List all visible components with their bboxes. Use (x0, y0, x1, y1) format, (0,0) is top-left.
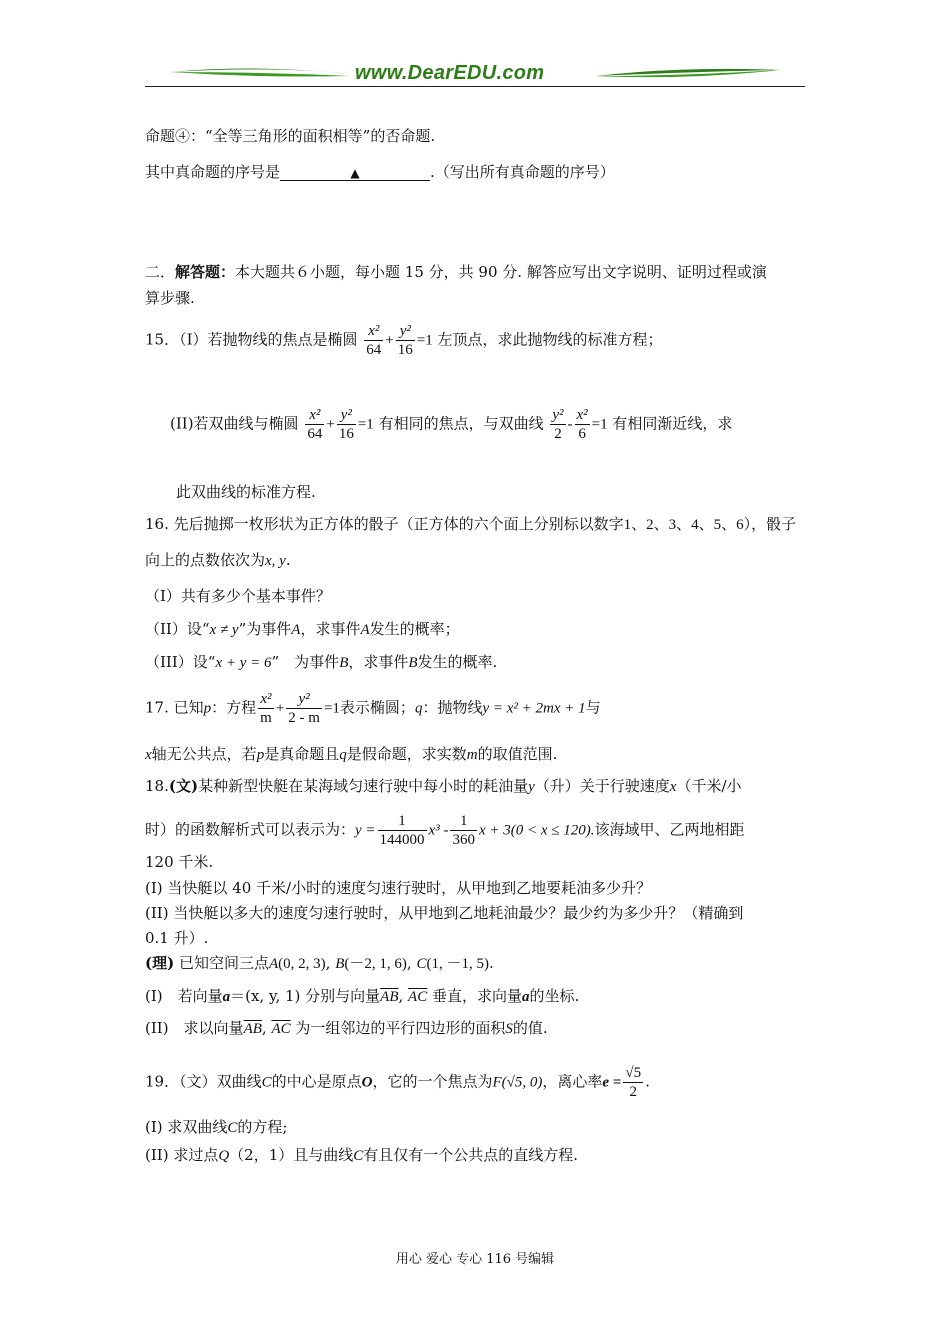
header-logo-text: www.DearEDU.com (355, 62, 545, 84)
q16-line2-suffix: . (285, 551, 291, 569)
q16-line2-prefix: 向上的点数依次为 (145, 551, 266, 569)
q18-part1: (I) 当快艇以 40 千米/小时的速度匀速行驶时，从甲地到乙地要耗油多少升？ (145, 879, 652, 897)
blank-prefix: 其中真命题的序号是 (145, 163, 281, 181)
q16-part3: （III）设“x + y = 6” 为事件B，求事件B发生的概率. (145, 653, 498, 671)
q18-li-part1: (I) 若向量a＝(x, y, 1) 分别与向量$\overline{AB}$, $\overline{AC}$ 垂直，求向量a的坐标. (145, 987, 580, 1005)
q15-part2-mid: 有相同的焦点，与双曲线 (378, 414, 544, 433)
q16-line1 (145, 514, 796, 535)
q18-line1: 18.(文)某种新型快艇在某海域匀速行驶中每小时的耗油量y（升）关于行驶速度x（千米/小 (145, 777, 742, 795)
blank-mark: ▲ (350, 166, 360, 180)
q17-line2: x轴无公共点，若p是真命题且q是假命题，求实数m的取值范围. (145, 745, 558, 763)
q16-suffix: ），骰子 (743, 515, 797, 533)
q19-part1: (I) 求双曲线C的方程; (145, 1118, 288, 1136)
q16-digits: 1、2、3、4、5、6 (623, 517, 744, 533)
blank-suffix: .（写出所有真命题的序号） (430, 163, 615, 181)
fraction: $\frac{\text{x²}}{m}$ (260, 691, 272, 726)
proposition-4: 命题④：“全等三角形的面积相等”的否命题. (145, 127, 436, 145)
fraction: $\frac{\text{x²}}{64}$ (366, 323, 382, 358)
fraction: $\frac{\text{y²}}{16}$ (338, 407, 354, 442)
section2-number: 二． (145, 263, 176, 281)
q18-li-part2: (II) 求以向量$\overline{AB}$, $\overline{AC}$ 为一组邻边的平行四边形的面积S的值. (145, 1019, 548, 1037)
section2-title: 解答题： (175, 263, 236, 281)
answer-blank (280, 166, 430, 181)
section2-desc-line2: 算步骤. (145, 289, 195, 307)
q16-prefix: 16. 先后抛掷一枚形状为正方体的骰子（正方体的六个面上分别标以数字 (145, 515, 624, 533)
section2-heading (145, 262, 767, 282)
q15-part1-suffix: 左顶点，求此抛物线的标准方程； (437, 330, 663, 349)
q18-line2: 时）的函数解析式可以表示为：y = $\frac{1}{144000}$ x³ - $\frac{1}{360}$ x + 3(0 < x ≤ 120).该海域甲、乙两地相距 (145, 813, 745, 848)
q15-part2-line2: 此双曲线的标准方程. (176, 483, 316, 501)
fraction: $\frac{\text{y²}}{2}$ (552, 407, 564, 442)
q16-vars: x, y (265, 553, 286, 569)
q18-part2: (II) 当快艇以多大的速度匀速行驶时，从甲地到乙地耗油最少？最少约为多少升？（精确到 (145, 904, 744, 922)
section2-desc: 本大题共６小题，每小题 15 分，共 90 分. 解答应写出文字说明、证明过程或演 (235, 263, 767, 281)
page-footer: 用心 爱心 专心 116 号编辑 (395, 1252, 555, 1267)
q18-li-intro: (理) 已知空间三点A(0, 2, 3), B(－2, 1, 6), C(1, －1, 5). (145, 954, 494, 972)
fraction: $\frac{1}{360}$ (452, 813, 475, 848)
q17-line1: 17. 已知p：方程 $\frac{\text{x²}}{m}$ + $\frac{\text{y²}}{2 - m}$ =1表示椭圆；q：抛物线y = x² + 2mx + 1与 (145, 691, 601, 726)
fraction: $\frac{1}{144000}$ (379, 813, 425, 848)
header-rule (145, 86, 805, 87)
q15-part2-suffix: 有相同渐近线，求 (612, 414, 733, 433)
fraction: $\frac{√5}{2}$ (625, 1065, 642, 1100)
q15-part2-prefix: (II)若双曲线与椭圆 (170, 414, 299, 433)
q19-line1: 19．（文）双曲线C的中心是原点O，它的一个焦点为F(√5, 0)，离心率e = $\frac{√5}{2}$ . (145, 1065, 650, 1100)
q18-line3: 120 千米. (145, 853, 214, 871)
fraction: $\frac{\text{y²}}{2 - m}$ (288, 691, 320, 726)
fraction: $\frac{\text{x²}}{64}$ (307, 407, 323, 442)
q19-part2: (II) 求过点Q（2，1）且与曲线C有且仅有一个公共点的直线方程. (145, 1146, 579, 1164)
q15-part1-prefix: 15．（I）若抛物线的焦点是椭圆 (145, 330, 358, 349)
q16-line2 (145, 550, 291, 571)
fraction: $\frac{\text{y²}}{16}$ (397, 323, 413, 358)
q16-part2: （II）设“x ≠ y”为事件A，求事件A发生的概率； (145, 620, 460, 638)
q15-part2: (II)若双曲线与椭圆 $\frac{\text{x²}}{64}$ + $\frac{\text{y²}}{16}$ =1 有相同的焦点，与双曲线 $\frac{\text{y²}}{2}$ - $\frac{\text{x²}}{6}$ =1 有相同渐近线，求 (170, 407, 733, 442)
fraction: $\frac{\text{x²}}{6}$ (576, 407, 588, 442)
fill-blank-line (145, 162, 615, 182)
q16-part1: （I）共有多少个基本事件？ (145, 587, 331, 605)
q18-part2-line2: 0.1 升）. (145, 929, 209, 947)
q15-part1: 15．（I）若抛物线的焦点是椭圆 $\frac{\text{x²}}{64}$ + $\frac{\text{y²}}{16}$ =1 左顶点，求此抛物线的标准方程； (145, 323, 663, 358)
